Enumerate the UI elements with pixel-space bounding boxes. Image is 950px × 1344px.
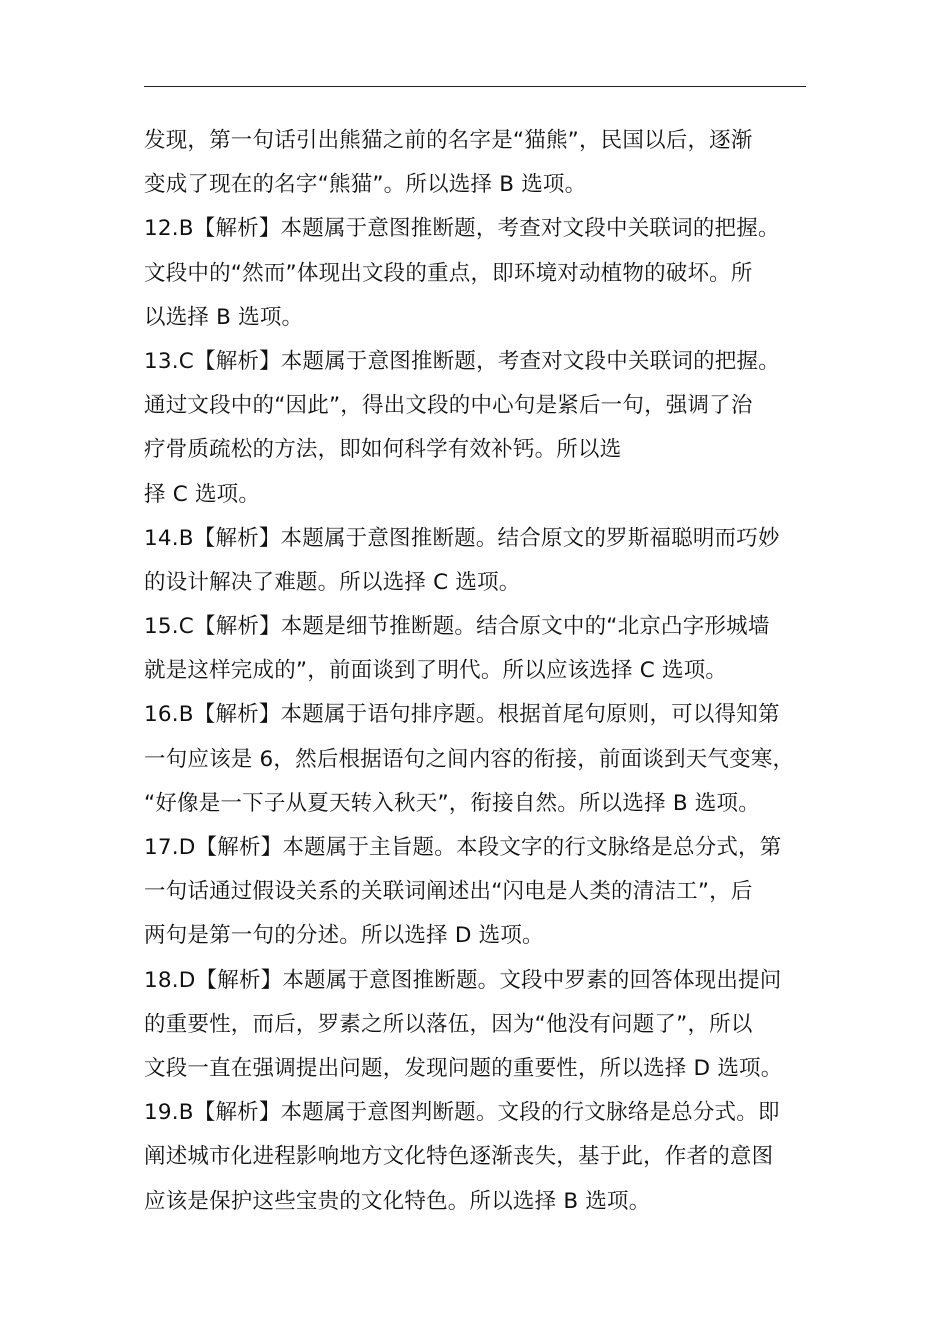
text-line: 的设计解决了难题。所以选择 C 选项。 — [144, 569, 521, 595]
document-body — [144, 119, 810, 1224]
text-line: 15.C【解析】本题是细节推断题。结合原文中的“北京凸字形城墙 — [144, 614, 770, 640]
text-line: 就是这样完成的”，前面谈到了明代。所以应该选择 C 选项。 — [144, 658, 728, 684]
header-rule — [144, 86, 806, 87]
text-line: 16.B【解析】本题属于语句排序题。根据首尾句原则，可以得知第 — [144, 702, 780, 728]
text-line: 的重要性，而后，罗素之所以落伍，因为“他没有问题了”，所以 — [144, 1011, 753, 1037]
text-line: 14.B【解析】本题属于意图推断题。结合原文的罗斯福聪明而巧妙 — [144, 525, 780, 551]
text-line: 应该是保护这些宝贵的文化特色。所以选择 B 选项。 — [144, 1188, 651, 1214]
text-line: 择 C 选项。 — [144, 481, 261, 507]
text-line: 两句是第一句的分述。所以选择 D 选项。 — [144, 923, 544, 949]
text-line: 发现，第一句话引出熊猫之前的名字是“猫熊”，民国以后，逐渐 — [144, 128, 753, 153]
text-line: 文段中的“然而”体现出文段的重点，即环境对动植物的破坏。所 — [144, 260, 753, 286]
text-line: 17.D【解析】本题属于主旨题。本段文字的行文脉络是总分式，第 — [144, 835, 782, 860]
text-line: 一句话通过假设关系的关联词阐述出“闪电是人类的清洁工”，后 — [144, 879, 753, 905]
text-line: 13.C【解析】本题属于意图推断题，考查对文段中关联词的把握。 — [144, 348, 780, 374]
text-line: 变成了现在的名字“熊猫”。所以选择 B 选项。 — [144, 172, 587, 198]
text-line: 19.B【解析】本题属于意图判断题。文段的行文脉络是总分式。即 — [144, 1100, 780, 1126]
text-line: 阐述城市化进程影响地方文化特色逐渐丧失，基于此，作者的意图 — [144, 1144, 774, 1170]
text-line: 文段一直在强调提出问题，发现问题的重要性，所以选择 D 选项。 — [144, 1055, 783, 1081]
text-line: 一句应该是 6，然后根据语句之间内容的衔接，前面谈到天气变寒， — [144, 746, 795, 772]
text-line: “好像是一下子从夏天转入秋天”，衔接自然。所以选择 B 选项。 — [144, 790, 760, 816]
text-line: 12.B【解析】本题属于意图推断题，考查对文段中关联词的把握。 — [144, 216, 780, 242]
text-line: 以选择 B 选项。 — [144, 304, 304, 330]
text-line: 通过文段中的“因此”，得出文段的中心句是紧后一句，强调了治 — [144, 393, 753, 419]
text-line: 18.D【解析】本题属于意图推断题。文段中罗素的回答体现出提问 — [144, 967, 782, 993]
text-line: 疗骨质疏松的方法，即如何科学有效补钙。所以选 — [144, 437, 622, 463]
